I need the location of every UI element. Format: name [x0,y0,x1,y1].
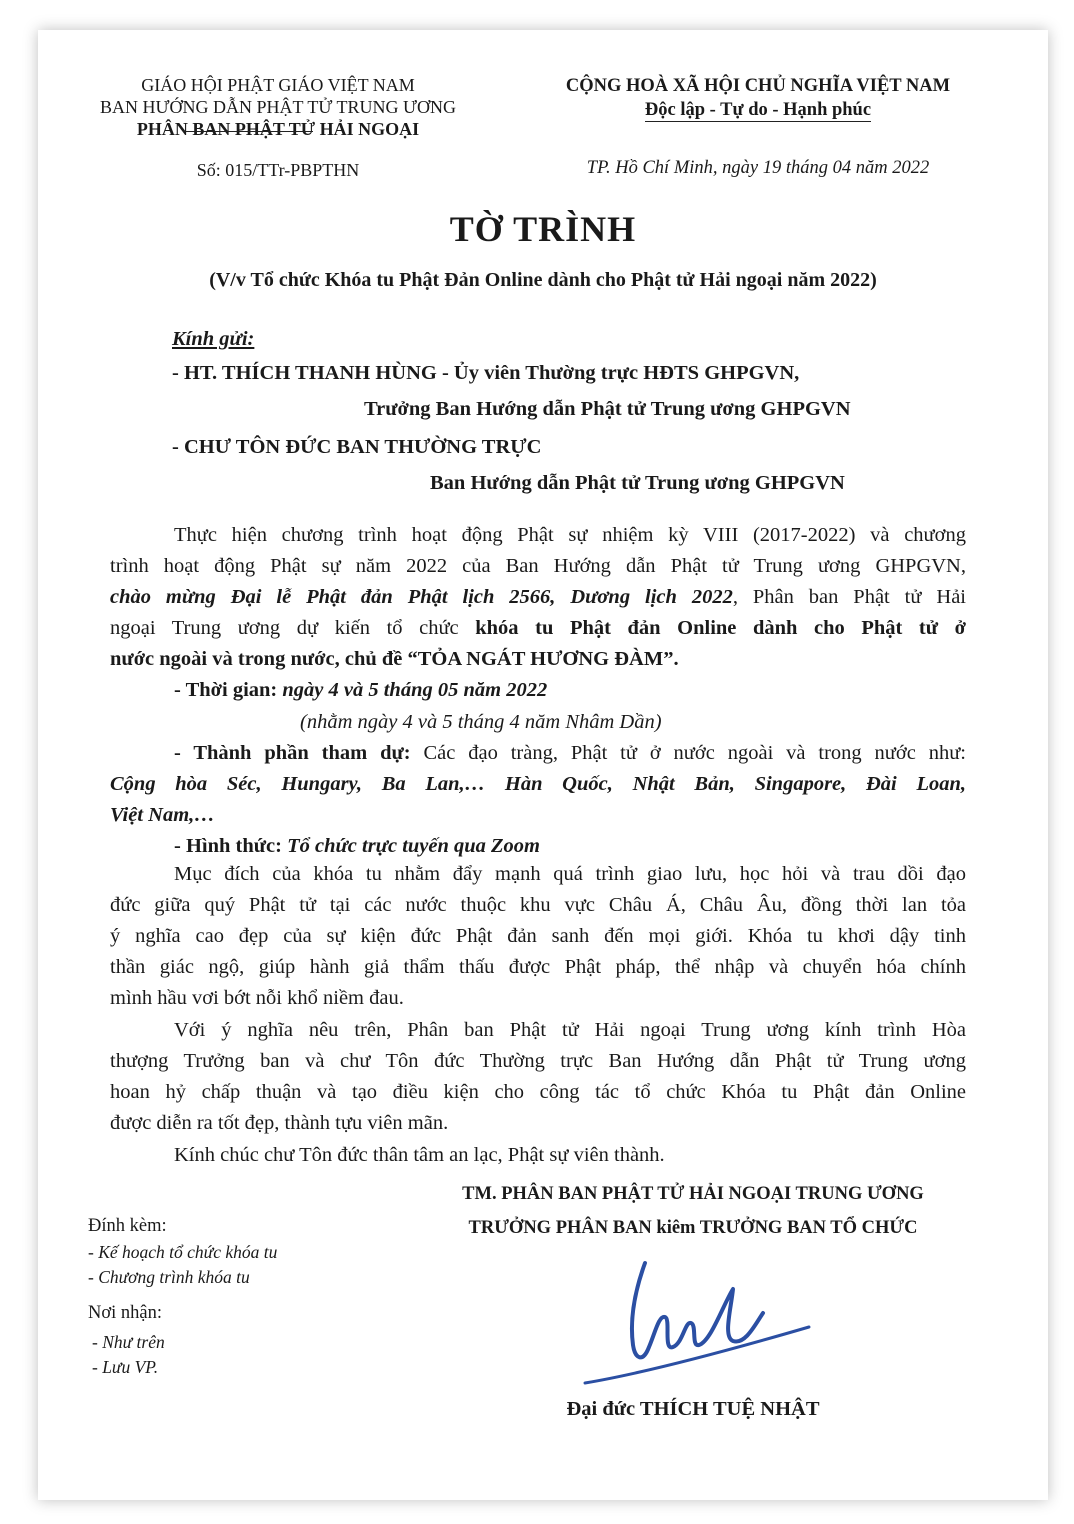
attachments-label: Đính kèm: [88,1216,167,1236]
signature-line-1: TM. PHÂN BAN PHẬT TỬ HẢI NGOẠI TRUNG ƯƠNG [462,1184,924,1204]
org-underline [183,131,313,132]
nation-name: CỘNG HOÀ XÃ HỘI CHỦ NGHĨA VIỆT NAM [565,76,951,96]
recipients-footer-label: Nơi nhận: [88,1303,163,1323]
p2-line-5: mình hầu vơi bớt nỗi khổ niềm đau. [110,987,404,1009]
document-number: Số: 015/TTr-PBPTHN [196,160,360,180]
p2-line-4: thần giác ngộ, giúp hành giả thẩm thấu được Phật pháp, thể nhập và chuyển hóa chính [110,956,966,978]
attachment-item: - Kế hoạch tổ chức khóa tu [88,1242,278,1262]
paragraph-3 [110,1015,966,1139]
handwritten-signature [573,1255,813,1395]
form-line: - Hình thức: Tổ chức trực tuyến qua Zoom [174,835,541,857]
org-line-3: PHÂN BAN PHẬT TỬ HẢI NGOẠI [136,119,420,139]
attachment-item: - Chương trình khóa tu [88,1267,250,1287]
participants-block [110,738,966,831]
document-page [38,30,1048,1500]
org-line-1: GIÁO HỘI PHẬT GIÁO VIỆT NAM [141,75,415,95]
recipients-label: Kính gửi: [172,328,255,350]
org-line-2: BAN HƯỚNG DẪN PHẬT TỬ TRUNG ƯƠNG [100,97,456,117]
time-line: - Thời gian: ngày 4 và 5 tháng 05 năm 2022 [174,679,548,701]
p3-line-3: hoan hỷ chấp thuận và tạo điều kiện cho công tác tổ chức Khóa tu Phật đản Online [110,1081,966,1103]
recipient-2-line-2: Ban Hướng dẫn Phật tử Trung ương GHPGVN [430,472,845,494]
recipient-1-line-2: Trưởng Ban Hướng dẫn Phật tử Trung ương GHPGVN [364,398,851,420]
national-motto: Độc lập - Tự do - Hạnh phúc [644,100,872,120]
signature-line-2: TRƯỞNG PHÂN BAN kiêm TRƯỞNG BAN TỔ CHỨC [468,1218,918,1238]
recipient-2-line-1: - CHƯ TÔN ĐỨC BAN THƯỜNG TRỰC [172,436,542,458]
participants-line-2: Cộng hòa Séc, Hungary, Ba Lan,… Hàn Quốc, Nhật Bản, Singapore, Đài Loan, [110,773,966,795]
p2-line-3: ý nghĩa cao đẹp của sự kiện đức Phật đản sanh đến mọi giới. Khóa tu khơi dậy tinh [110,925,966,947]
participants-line-3: Việt Nam,… [110,804,215,826]
p1-line-5: nước ngoài và trong nước, chủ đề “TỎA NGÁT HƯƠNG ĐÀM”. [110,648,679,670]
national-header [508,74,1008,122]
participants-line-1: - Thành phần tham dự: Các đạo tràng, Phật tử ở nước ngoài và trong nước như: [174,742,966,764]
document-subtitle: (V/v Tổ chức Khóa tu Phật Đản Online dành cho Phật tử Hải ngoại năm 2022) [209,269,877,291]
recipient-1-line-1: - HT. THÍCH THANH HÙNG - Ủy viên Thường trực HĐTS GHPGVN, [172,362,800,384]
p1-line-3: chào mừng Đại lễ Phật đản Phật lịch 2566, Dương lịch 2022, Phân ban Phật tử Hải [110,586,966,608]
recipients-footer-item: - Như trên [92,1332,165,1352]
time-lunar: (nhằm ngày 4 và 5 tháng 4 năm Nhâm Dần) [300,711,662,733]
recipients-footer-item: - Lưu VP. [92,1357,159,1377]
p1-line-1: Thực hiện chương trình hoạt động Phật sự nhiệm kỳ VIII (2017-2022) và chương [174,524,966,546]
p2-line-1: Mục đích của khóa tu nhằm đẩy mạnh quá trình giao lưu, học hỏi và trau dồi đạo [174,863,966,885]
document-title: TỜ TRÌNH [449,209,637,249]
p2-line-2: đức giữa quý Phật tử tại các nước thuộc khu vực Châu Á, Châu Âu, đồng thời lan tỏa [110,894,966,916]
paragraph-2 [110,859,966,1014]
p3-line-2: thượng Trưởng ban và chư Tôn đức Thường trực Ban Hướng dẫn Phật tử Trung ương [110,1050,966,1072]
p1-line-4: ngoại Trung ương dự kiến tổ chức khóa tu Phật đản Online dành cho Phật tử ở [110,617,966,639]
p3-line-1: Với ý nghĩa nêu trên, Phân ban Phật tử Hải ngoại Trung ương kính trình Hòa [174,1019,966,1041]
p1-line-2: trình hoạt động Phật sự năm 2022 của Ban Hướng dẫn Phật tử Trung ương GHPGVN, [110,555,966,577]
paragraph-1 [110,520,966,675]
document-date: TP. Hồ Chí Minh, ngày 19 tháng 04 năm 2022 [586,158,930,178]
signer-name: Đại đức THÍCH TUỆ NHẬT [566,1398,820,1420]
p3-line-4: được diễn ra tốt đẹp, thành tựu viên mãn. [110,1112,449,1134]
closing-wish: Kính chúc chư Tôn đức thân tâm an lạc, Phật sự viên thành. [174,1144,665,1166]
